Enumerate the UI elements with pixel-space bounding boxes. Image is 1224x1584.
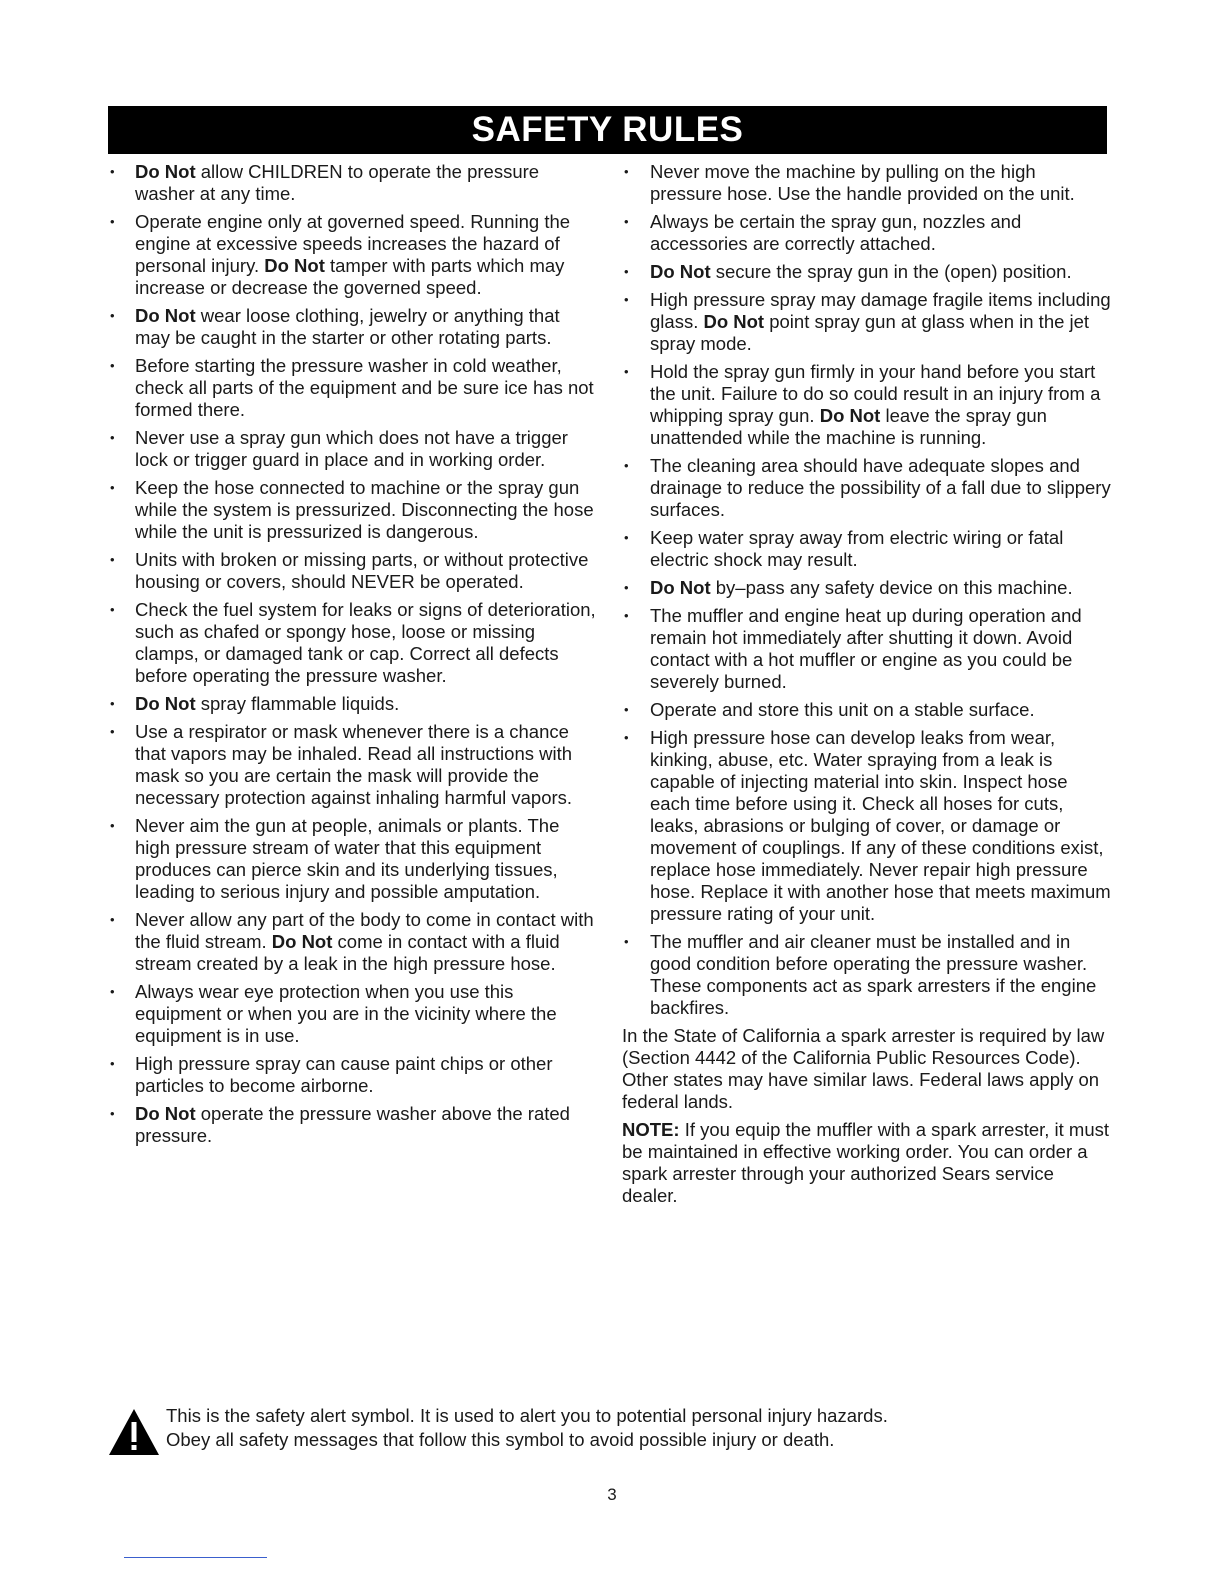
rule-text: tamper with parts which may increase or decrease the governed speed. [135,255,565,298]
safety-rule-item [622,261,1112,283]
rule-text: Before starting the pressure washer in cold weather, check all parts of the equipment and be sure ice has not formed there. [135,355,594,420]
rule-emphasis: Do Not [271,931,333,952]
rule-text: High pressure hose can develop leaks from wear, kinking, abuse, etc. Water spraying from a leak is capable of injecting material into skin. Inspect hose each time before using it. Check all hoses for cuts, leaks, abrasions or bulging of cover, or damage or movement of couplings. If any of these conditions exist, replace hose immediately. Never repair high pressure hose. Replace it with another hose that meets maximum pressure rating of your unit. [650,727,1111,924]
rule-emphasis: Do Not [650,261,711,282]
safety-alert-block [108,1404,1008,1460]
rule-text: The cleaning area should have adequate slopes and drainage to reduce the possibility of a fall due to slippery surfaces. [650,455,1111,520]
safety-rule-item [622,577,1112,599]
safety-rule-item [622,605,1112,693]
rule-text: allow CHILDREN to operate the pressure washer at any time. [135,161,540,204]
rule-text: The muffler and air cleaner must be installed and in good condition before operating the pressure washer. These components act as spark arresters if the engine backfires. [650,931,1097,1018]
rule-text: Check the fuel system for leaks or signs of deterioration, such as chafed or spongy hose, loose or missing clamps, or damaged tank or cap. Correct all defects before operating the pressure washer. [135,599,596,686]
rule-emphasis: Do Not [135,1103,196,1124]
safety-alert-line-2: Obey all safety messages that follow this symbol to avoid possible injury or death. [166,1429,835,1450]
safety-rule-item [108,909,598,975]
safety-rule-item [622,931,1112,1019]
rule-text: Never move the machine by pulling on the high pressure hose. Use the handle provided on the unit. [650,161,1075,204]
safety-rule-item [622,289,1112,355]
warning-triangle-icon [108,1408,160,1456]
note-paragraph [622,1119,1112,1207]
footer-rule [124,1557,267,1558]
note-text: If you equip the muffler with a spark arrester, it must be maintained in effective working order. You can order a spark arrester through your authorized Sears service dealer. [622,1119,1110,1206]
safety-rule-item [108,1053,598,1097]
safety-rule-item [108,355,598,421]
safety-rule-item [108,477,598,543]
safety-rule-item [108,599,598,687]
rule-text: spray flammable liquids. [195,693,400,714]
california-paragraph: In the State of California a spark arrester is required by law (Section 4442 of the California Public Resources Code). Other states may have similar laws. Federal laws apply on federal lands. [622,1025,1105,1112]
rule-text: Always wear eye protection when you use this equipment or when you are in the vicinity where the equipment is in use. [135,981,557,1046]
safety-rule-item [622,727,1112,925]
safety-rule-item [622,455,1112,521]
rule-emphasis: Do Not [264,255,325,276]
rule-text: High pressure spray can cause paint chips or other particles to become airborne. [135,1053,553,1096]
rule-text: Never use a spray gun which does not have a trigger lock or trigger guard in place and in working order. [135,427,568,470]
safety-alert-text [166,1404,888,1452]
safety-rule-item [108,815,598,903]
rule-text: Always be certain the spray gun, nozzles and accessories are correctly attached. [650,211,1022,254]
rule-text: operate the pressure washer above the rated pressure. [135,1103,570,1146]
safety-rules-right-list [622,161,1112,1019]
safety-rule-item [622,527,1112,571]
safety-rules-left-column [108,161,598,1153]
safety-rule-item [108,1103,598,1147]
rule-text: point spray gun at glass when in the jet spray mode. [650,311,1090,354]
rule-text: Never allow any part of the body to come in contact with the fluid stream. [135,909,594,952]
rule-text: wear loose clothing, jewelry or anything that may be caught in the starter or other rotating parts. [135,305,560,348]
rule-text: Units with broken or missing parts, or without protective housing or covers, should NEVER be operated. [135,549,589,592]
rule-emphasis: Do Not [135,305,196,326]
rule-text: leave the spray gun unattended while the machine is running. [650,405,1047,448]
rule-text: Hold the spray gun firmly in your hand before you start the unit. Failure to do so could result in an injury from a whipping spray gun. [650,361,1101,426]
section-title: SAFETY RULES [471,110,744,149]
rule-emphasis: Do Not [135,693,196,714]
safety-rule-item [622,361,1112,449]
safety-rule-item [622,161,1112,205]
rule-text: The muffler and engine heat up during operation and remain hot immediately after shutting it down. Avoid contact with a hot muffler or engine as you could be severely burned. [650,605,1082,692]
safety-rule-item [108,693,598,715]
rule-emphasis: Do Not [703,311,765,332]
rule-text: Operate and store this unit on a stable surface. [650,699,1035,720]
rule-text: come in contact with a fluid stream created by a leak in the high pressure hose. [135,931,560,974]
safety-rule-item [622,211,1112,255]
safety-rule-item [108,549,598,593]
rule-text: by–pass any safety device on this machine. [710,577,1073,598]
rule-emphasis: Do Not [819,405,881,426]
safety-rule-item [108,305,598,349]
safety-rule-item [622,699,1112,721]
rule-emphasis: Do Not [135,161,196,182]
rule-text: High pressure spray may damage fragile items including glass. [650,289,1111,332]
section-title-banner [108,106,1107,154]
safety-rules-right-column [622,161,1112,1213]
rule-text: Never aim the gun at people, animals or plants. The high pressure stream of water that this equipment produces can pierce skin and its underlying tissues, leading to serious injury and possible amputation. [135,815,560,902]
note-label: NOTE: [622,1119,680,1140]
safety-rule-item [108,211,598,299]
rule-text: Use a respirator or mask whenever there is a chance that vapors may be inhaled. Read all instructions with mask so you are certain the mask will provide the necessary protection against inhaling harmful vapors. [135,721,573,808]
rule-text: Operate engine only at governed speed. Running the engine at excessive speeds increases the hazard of personal injury. [135,211,571,276]
rule-text: Keep water spray away from electric wiring or fatal electric shock may result. [650,527,1064,570]
safety-rule-item [108,161,598,205]
safety-rule-item [108,427,598,471]
page-number: 3 [607,1485,617,1504]
rule-emphasis: Do Not [650,577,711,598]
safety-rule-item [108,721,598,809]
safety-alert-line-1: This is the safety alert symbol. It is used to alert you to potential personal injury hazards. [166,1405,888,1426]
rule-text: secure the spray gun in the (open) position. [710,261,1072,282]
rule-text: Keep the hose connected to machine or the spray gun while the system is pressurized. Disconnecting the hose while the unit is pressurized is dangerous. [135,477,594,542]
safety-rule-item [108,981,598,1047]
